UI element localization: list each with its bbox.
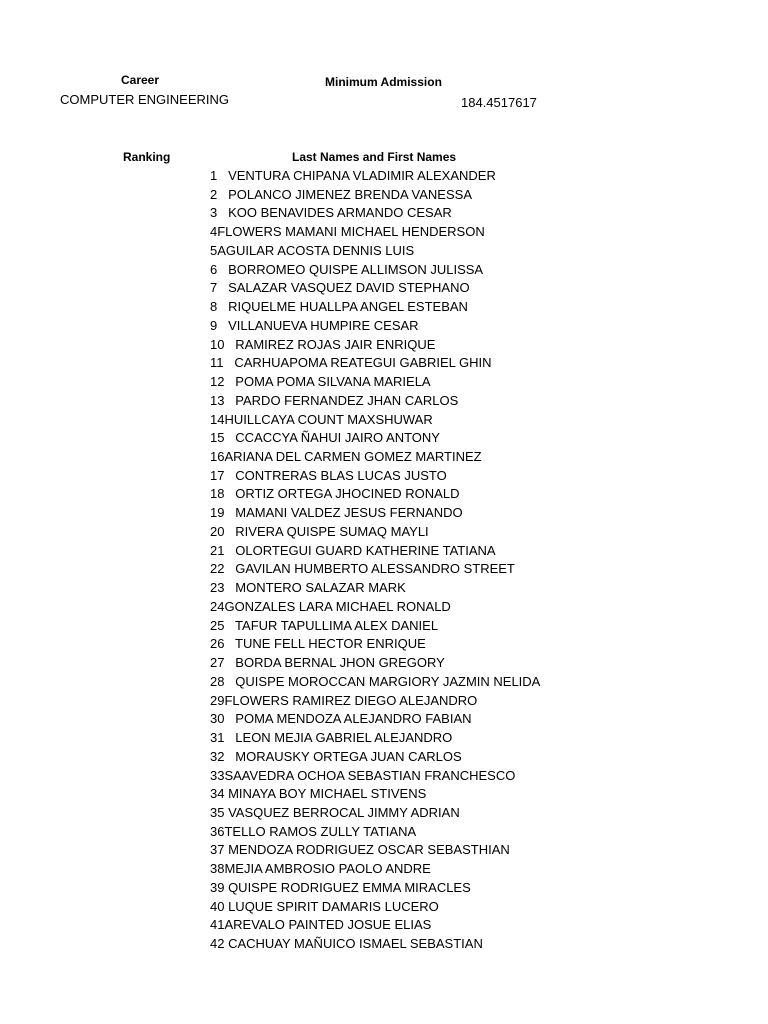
ranking-row: 20 RIVERA QUISPE SUMAQ MAYLI	[210, 523, 429, 539]
ranking-column-header: Ranking	[123, 150, 171, 164]
ranking-row: 29FLOWERS RAMIREZ DIEGO ALEJANDRO	[210, 692, 478, 708]
ranking-row: 26 TUNE FELL HECTOR ENRIQUE	[210, 636, 426, 652]
career-column-header: Career	[121, 73, 160, 87]
ranking-row: 34 MINAYA BOY MICHAEL STIVENS	[210, 786, 427, 802]
ranking-row: 28 QUISPE MOROCCAN MARGIORY JAZMIN NELIDA	[210, 673, 541, 689]
ranking-row: 16ARIANA DEL CARMEN GOMEZ MARTINEZ	[210, 449, 482, 465]
ranking-row: 30 POMA MENDOZA ALEJANDRO FABIAN	[210, 711, 472, 727]
ranking-row: 1 VENTURA CHIPANA VLADIMIR ALEXANDER	[210, 168, 496, 183]
ranking-row: 15 CCACCYA ÑAHUI JAIRO ANTONY	[210, 430, 440, 446]
ranking-row: 37 MENDOZA RODRIGUEZ OSCAR SEBASTHIAN	[210, 842, 510, 858]
ranking-row: 32 MORAUSKY ORTEGA JUAN CARLOS	[210, 748, 462, 764]
ranking-row: 5AGUILAR ACOSTA DENNIS LUIS	[210, 242, 415, 258]
ranking-row: 22 GAVILAN HUMBERTO ALESSANDRO STREET	[210, 561, 515, 577]
ranking-row: 35 VASQUEZ BERROCAL JIMMY ADRIAN	[210, 804, 460, 820]
ranking-row: 9 VILLANUEVA HUMPIRE CESAR	[210, 317, 419, 333]
ranking-row: 10 RAMIREZ ROJAS JAIR ENRIQUE	[210, 336, 436, 352]
ranking-row: 3 KOO BENAVIDES ARMANDO CESAR	[210, 205, 452, 221]
ranking-row: 33SAAVEDRA OCHOA SEBASTIAN FRANCHESCO	[210, 767, 516, 783]
minimum-admission-value: 184.4517617	[461, 95, 537, 110]
ranking-row: 11 CARHUAPOMA REATEGUI GABRIEL GHIN	[210, 355, 492, 371]
ranking-row: 27 BORDA BERNAL JHON GREGORY	[210, 655, 445, 671]
minimum-admission-header: Minimum Admission	[325, 75, 442, 89]
ranking-row: 17 CONTRERAS BLAS LUCAS JUSTO	[210, 467, 447, 483]
ranking-row: 38MEJIA AMBROSIO PAOLO ANDRE	[210, 861, 431, 877]
ranking-row: 7 SALAZAR VASQUEZ DAVID STEPHANO	[210, 280, 470, 296]
ranking-row: 14HUILLCAYA COUNT MAXSHUWAR	[210, 411, 433, 427]
ranking-row: 19 MAMANI VALDEZ JESUS FERNANDO	[210, 505, 463, 521]
ranking-row: 39 QUISPE RODRIGUEZ EMMA MIRACLES	[210, 879, 471, 895]
ranking-row: 36TELLO RAMOS ZULLY TATIANA	[210, 823, 417, 839]
ranking-row: 31 LEON MEJIA GABRIEL ALEJANDRO	[210, 730, 453, 746]
ranking-row: 8 RIQUELME HUALLPA ANGEL ESTEBAN	[210, 299, 468, 315]
ranking-row: 12 POMA POMA SILVANA MARIELA	[210, 374, 431, 390]
ranking-row: 23 MONTERO SALAZAR MARK	[210, 580, 406, 596]
ranking-row: 21 OLORTEGUI GUARD KATHERINE TATIANA	[210, 542, 496, 558]
ranking-row: 6 BORROMEO QUISPE ALLIMSON JULISSA	[210, 261, 484, 277]
names-column-header: Last Names and First Names	[292, 150, 457, 164]
ranking-row: 18 ORTIZ ORTEGA JHOCINED RONALD	[210, 486, 460, 502]
ranking-list	[210, 167, 540, 954]
ranking-row: 41AREVALO PAINTED JOSUE ELIAS	[210, 917, 432, 933]
career-value: COMPUTER ENGINEERING	[60, 92, 230, 107]
ranking-row: 40 LUQUE SPIRIT DAMARIS LUCERO	[210, 898, 439, 914]
ranking-row: 24GONZALES LARA MICHAEL RONALD	[210, 598, 451, 614]
ranking-row: 42 CACHUAY MAÑUICO ISMAEL SEBASTIAN	[210, 936, 483, 952]
ranking-row: 2 POLANCO JIMENEZ BRENDA VANESSA	[210, 186, 472, 202]
ranking-row: 4FLOWERS MAMANI MICHAEL HENDERSON	[210, 224, 485, 240]
ranking-row: 25 TAFUR TAPULLIMA ALEX DANIEL	[210, 617, 439, 633]
ranking-row: 13 PARDO FERNANDEZ JHAN CARLOS	[210, 392, 459, 408]
